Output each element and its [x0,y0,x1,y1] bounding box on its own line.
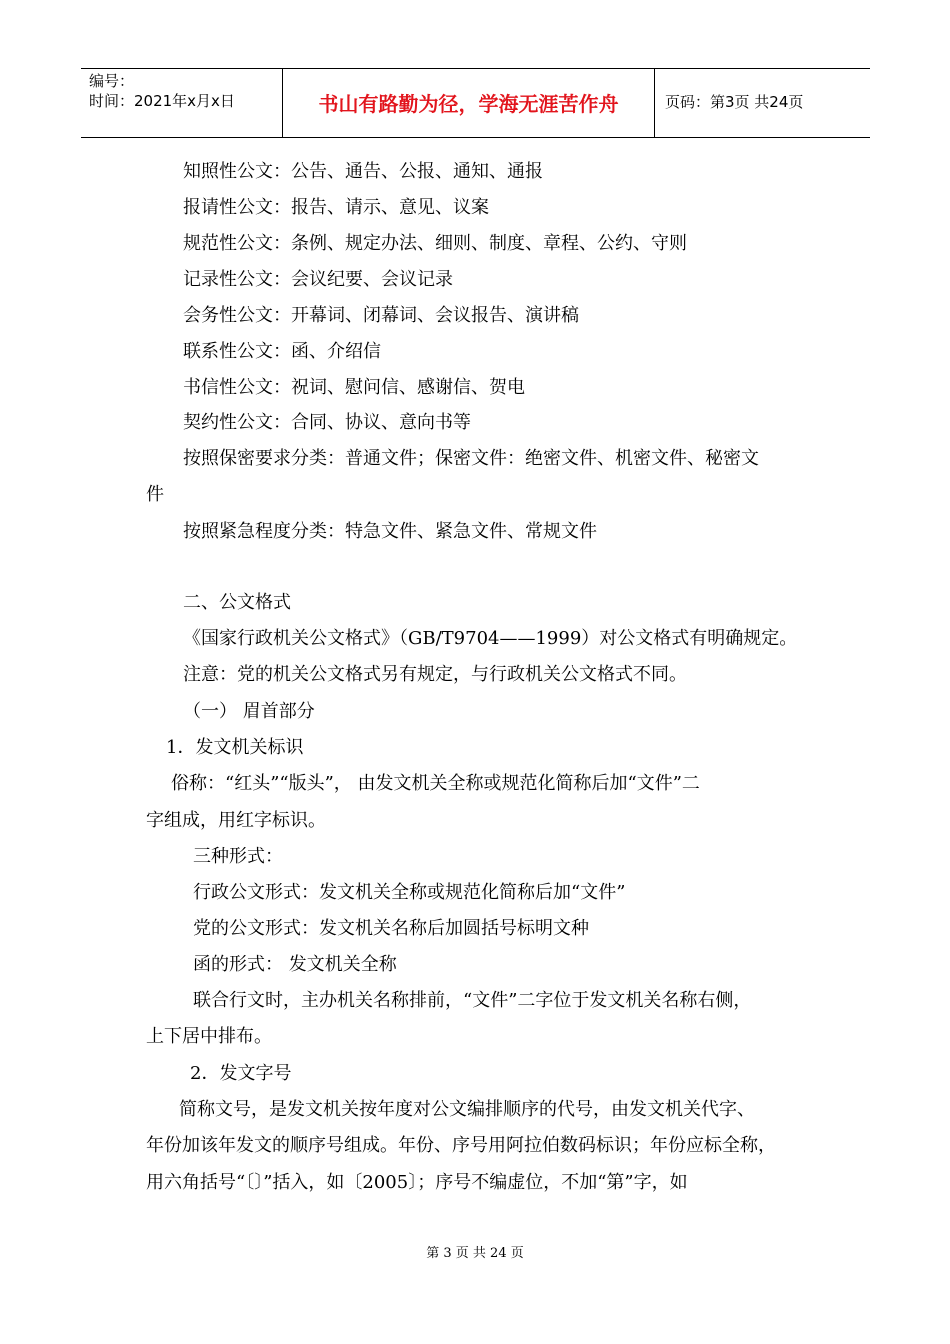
body-line: 函的形式： 发文机关全称 [193,954,397,975]
header-page-cell [655,69,870,137]
body-line: 《国家行政机关公文格式》（GB/T9704——1999）对公文格式有明确规定。 [183,628,798,649]
body-line: 俗称：“红头”“版头”， 由发文机关全称或规范化简称后加“文件”二 [171,773,700,794]
document-date: 时间：2021年x月x日 [89,92,235,110]
body-line: 上下居中排布。 [146,1026,272,1047]
header-motto-cell [283,69,655,137]
subsection-heading: （一） 眉首部分 [183,701,315,722]
page-footer: 第 3 页 共 24 页 [426,1246,524,1261]
body-line: 按照紧急程度分类：特急文件、紧急文件、常规文件 [183,521,597,542]
header-meta-cell [81,69,283,137]
document-number-label: 编号： [89,72,135,90]
body-line: 党的公文形式：发文机关名称后加圆括号标明文种 [193,918,589,939]
section-heading: 二、公文格式 [183,592,291,613]
body-line: 注意：党的机关公文格式另有规定，与行政机关公文格式不同。 [183,664,687,685]
body-line: 三种形式： [193,846,283,867]
body-line: 记录性公文：会议纪要、会议记录 [183,269,453,290]
item-heading: 1．发文机关标识 [166,737,304,758]
body-line: 规范性公文：条例、规定办法、细则、制度、章程、公约、守则 [183,233,687,254]
body-line: 联合行文时，主办机关名称排前，“文件”二字位于发文机关名称右侧， [193,990,752,1011]
body-line: 按照保密要求分类：普通文件；保密文件：绝密文件、机密文件、秘密文 [183,448,759,469]
body-line: 件 [146,484,164,505]
body-line: 契约性公文：合同、协议、意向书等 [183,412,471,433]
body-line: 行政公文形式：发文机关全称或规范化简称后加“文件” [193,882,626,903]
header-page-info: 页码：第3页 共24页 [665,93,804,111]
item-heading: 2．发文字号 [190,1063,292,1084]
body-line: 联系性公文：函、介绍信 [183,341,381,362]
body-line: 简称文号，是发文机关按年度对公文编排顺序的代号，由发文机关代字、 [179,1099,755,1120]
body-line: 报请性公文：报告、请示、意见、议案 [183,197,489,218]
body-line: 书信性公文：祝词、慰问信、感谢信、贺电 [183,377,525,398]
header-motto: 书山有路勤为径，学海无涯苦作舟 [318,92,619,116]
body-line: 用六角括号“〔〕”括入，如〔2005〕；序号不编虚位，不加“第”字，如 [146,1172,688,1193]
page-header [81,68,870,138]
body-line: 年份加该年发文的顺序号组成。年份、序号用阿拉伯数码标识；年份应标全称， [146,1135,776,1156]
body-line: 字组成，用红字标识。 [146,810,326,831]
body-line: 会务性公文：开幕词、闭幕词、会议报告、演讲稿 [183,305,579,326]
body-line: 知照性公文：公告、通告、公报、通知、通报 [183,161,543,182]
